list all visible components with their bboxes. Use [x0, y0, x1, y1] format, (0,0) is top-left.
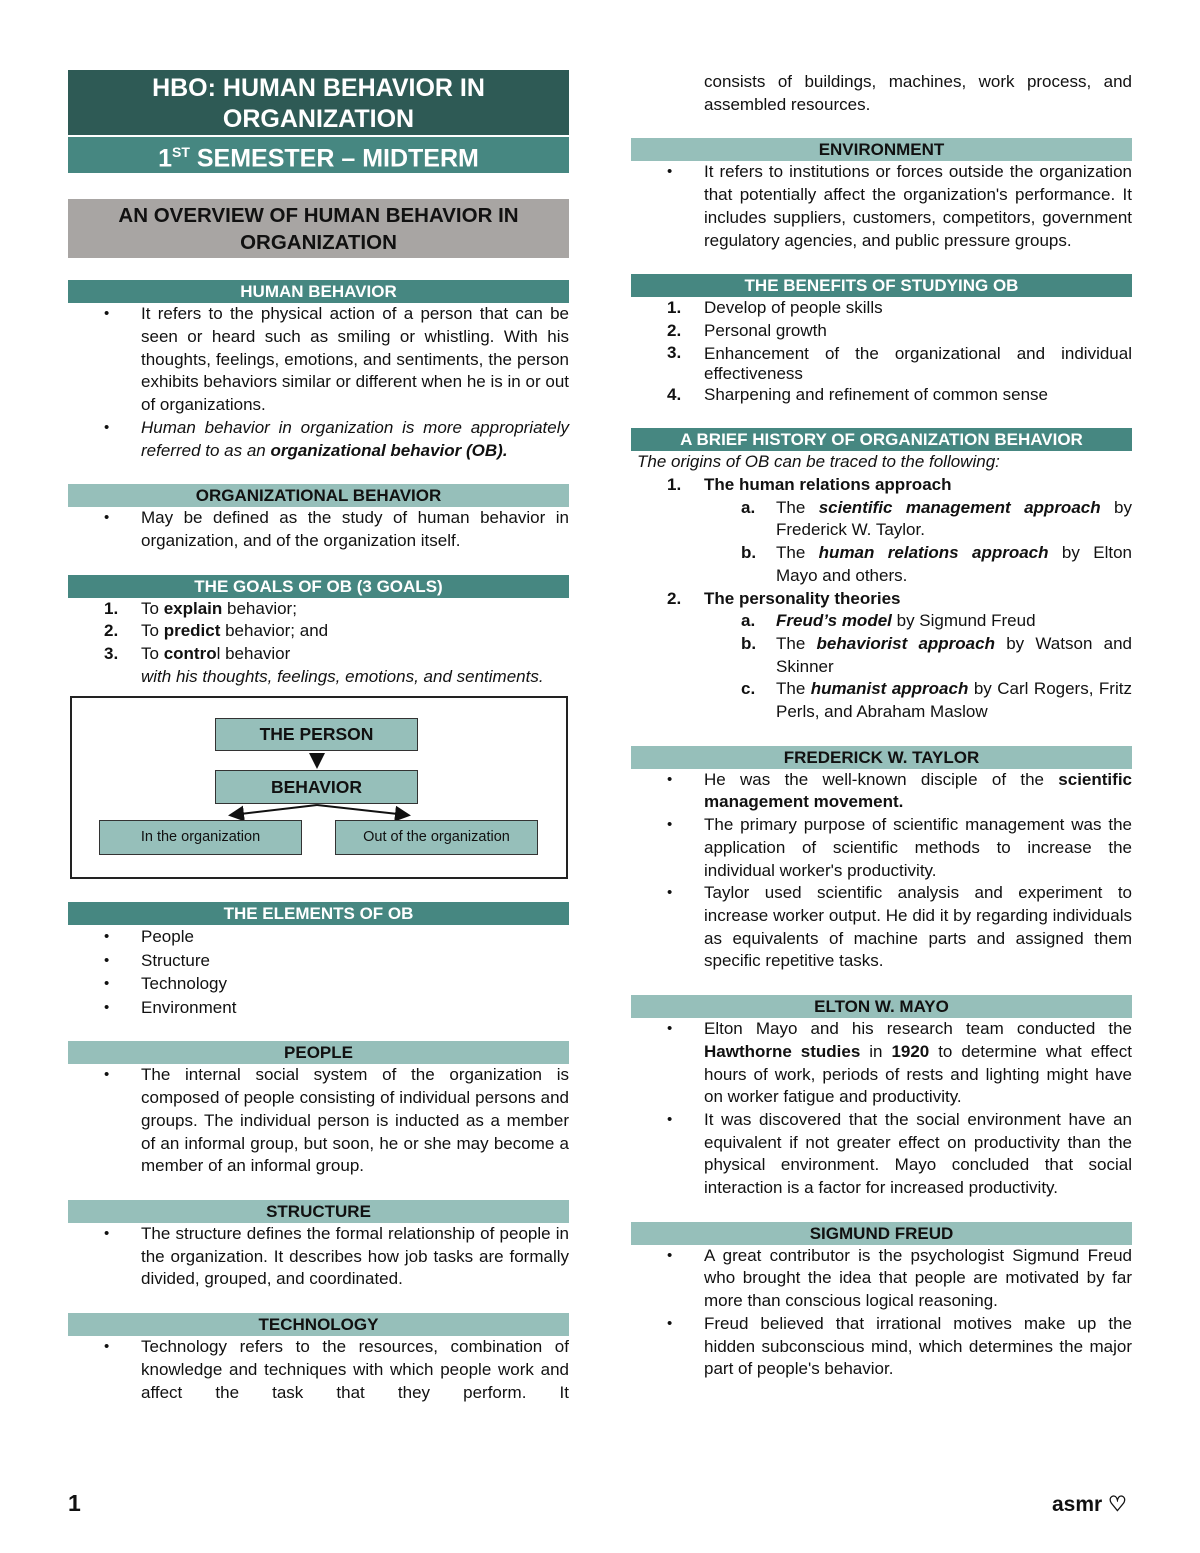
- diagram-behavior-box: BEHAVIOR: [215, 770, 418, 804]
- list-item: • Environment: [68, 996, 569, 1020]
- section-heading-environment: ENVIRONMENT: [631, 138, 1132, 161]
- section-heading-organizational-behavior: ORGANIZATIONAL BEHAVIOR: [68, 484, 569, 507]
- section-heading-history: A BRIEF HISTORY OF ORGANIZATION BEHAVIOR: [631, 428, 1132, 451]
- elements-list: [68, 925, 569, 1019]
- goals-note: with his thoughts, feelings, emotions, and sentiments.: [141, 666, 544, 686]
- list-item: • The internal social system of the organization is composed of people consisting of individual persons and groups. The individual person is inducted as a member of an informal group, but soon, he or she may become a member of an informal group.: [68, 1064, 569, 1178]
- author-signature: asmr ♡: [1052, 1493, 1127, 1516]
- human-behavior-list: [68, 303, 569, 462]
- section-heading-freud: SIGMUND FREUD: [631, 1222, 1132, 1245]
- list-item: c. The humanist approach by Carl Rogers, Fritz Perls, and Abraham Maslow: [741, 679, 1132, 722]
- list-item: • People: [68, 925, 569, 949]
- organizational-behavior-list: [68, 507, 569, 552]
- section-heading-goals: THE GOALS OF OB (3 GOALS): [68, 575, 569, 598]
- mayo-list: [631, 1018, 1132, 1200]
- right-column: [631, 71, 1132, 1381]
- list-item: • It was discovered that the social environment have an equivalent if not greater effect on productivity than the physical environment. Mayo concluded that social interaction is a factor for increased productivity.: [631, 1109, 1132, 1200]
- page-number: 1: [68, 1490, 81, 1516]
- section-heading-people: PEOPLE: [68, 1041, 569, 1064]
- history-intro: The origins of OB can be traced to the following:: [637, 452, 1000, 472]
- section-heading-technology: TECHNOLOGY: [68, 1313, 569, 1336]
- diagram-person-box: THE PERSON: [215, 718, 418, 751]
- list-item: 4. Sharpening and refinement of common sense: [667, 384, 1048, 404]
- left-column: [68, 70, 569, 1404]
- list-item: • Technology: [68, 972, 569, 996]
- diagram-in-organization-box: In the organization: [99, 820, 302, 855]
- people-list: [68, 1064, 569, 1178]
- list-item: • It refers to the physical action of a person that can be seen or heard such as smiling or whistling. With his thoughts, feelings, emotions, and sentiments, the person exhibits behaviors similar or different when he is in or out of organizations.: [68, 303, 569, 417]
- title-line-1: HBO: HUMAN BEHAVIOR IN: [152, 74, 485, 102]
- list-item: 1. The human relations approach: [667, 475, 952, 495]
- list-item: • Taylor used scientific analysis and experiment to increase worker output. He did it by regarding individuals as equivalents of machine parts and assigned them specific repetitive tasks.: [631, 882, 1132, 973]
- list-item: • Elton Mayo and his research team conducted the Hawthorne studies in 1920 to determine what effect hours of work, periods of rests and lighting might have on worker fatigue and productivity.: [631, 1018, 1132, 1109]
- diagram-out-organization-box: Out of the organization: [335, 820, 538, 855]
- list-item: 2. Personal growth: [667, 320, 827, 340]
- environment-list: [631, 161, 1132, 252]
- section-heading-human-behavior: HUMAN BEHAVIOR: [68, 280, 569, 303]
- arrow-behavior-to-in: [232, 805, 317, 815]
- list-item: b. The behaviorist approach by Watson and Skinner: [741, 633, 1132, 676]
- goals-list: [68, 598, 569, 666]
- technology-list: [68, 1336, 569, 1404]
- section-heading-taylor: FREDERICK W. TAYLOR: [631, 746, 1132, 769]
- section-heading-structure: STRUCTURE: [68, 1200, 569, 1223]
- document-title: [68, 70, 569, 135]
- list-item: • Human behavior in organization is more appropriately referred to as an organizational behavior (OB).: [68, 417, 569, 462]
- list-item: • The structure defines the formal relationship of people in the organization. It describes how job tasks are formally divided, grouped, and coordinated.: [68, 1223, 569, 1291]
- structure-list: [68, 1223, 569, 1291]
- taylor-list: [631, 769, 1132, 973]
- list-item: 2. To predict behavior; and: [104, 621, 329, 641]
- list-item: • A great contributor is the psychologist Sigmund Freud who brought the idea that people are motivated by far more than conscious logical reasoning.: [631, 1245, 1132, 1313]
- list-item: a. Freud’s model by Sigmund Freud: [741, 611, 1036, 631]
- title-line-2: ORGANIZATION: [222, 105, 415, 133]
- list-item: 2. The personality theories: [667, 588, 901, 608]
- list-item: 3. Enhancement of the organizational and individual effectiveness: [667, 342, 1132, 383]
- list-item: • Structure: [68, 949, 569, 973]
- list-item: a. The scientific management approach by Frederick W. Taylor.: [741, 497, 1132, 540]
- semester-banner: 1ST SEMESTER – MIDTERM: [68, 135, 569, 173]
- list-item: • May be defined as the study of human behavior in organization, and of the organization itself.: [68, 507, 569, 552]
- freud-list: [631, 1245, 1132, 1381]
- list-item: • The primary purpose of scientific management was the application of scientific methods to increase the individual worker's productivity.: [631, 814, 1132, 882]
- list-item: b. The human relations approach by Elton Mayo and others.: [741, 543, 1132, 585]
- list-item: • He was the well-known disciple of the scientific management movement.: [631, 769, 1132, 814]
- list-item: 1. Develop of people skills: [667, 298, 883, 318]
- list-item: 1. To explain behavior;: [104, 598, 297, 618]
- benefits-list: [631, 297, 1132, 406]
- list-item: • It refers to institutions or forces outside the organization that potentially affect the organization's performance. It includes suppliers, customers, competitors, government regulatory agencies, and public pressure groups.: [631, 161, 1132, 252]
- technology-continued: consists of buildings, machines, work process, and assembled resources.: [704, 72, 1132, 114]
- section-heading-benefits: THE BENEFITS OF STUDYING OB: [631, 274, 1132, 297]
- list-item: • Technology refers to the resources, combination of knowledge and techniques with which people work and affect the task that they perform. It: [68, 1336, 569, 1404]
- arrow-behavior-to-out: [317, 805, 407, 815]
- overview-heading: AN OVERVIEW OF HUMAN BEHAVIOR IN ORGANIZATION: [68, 199, 569, 258]
- list-item: • Freud believed that irrational motives make up the hidden subconscious mind, which determines the major part of people's behavior.: [631, 1313, 1132, 1381]
- list-item: 3. To control behavior: [104, 644, 291, 664]
- history-list: [631, 474, 1132, 724]
- person-behavior-diagram: [70, 696, 568, 879]
- section-heading-mayo: ELTON W. MAYO: [631, 995, 1132, 1018]
- section-heading-elements: THE ELEMENTS OF OB: [68, 902, 569, 925]
